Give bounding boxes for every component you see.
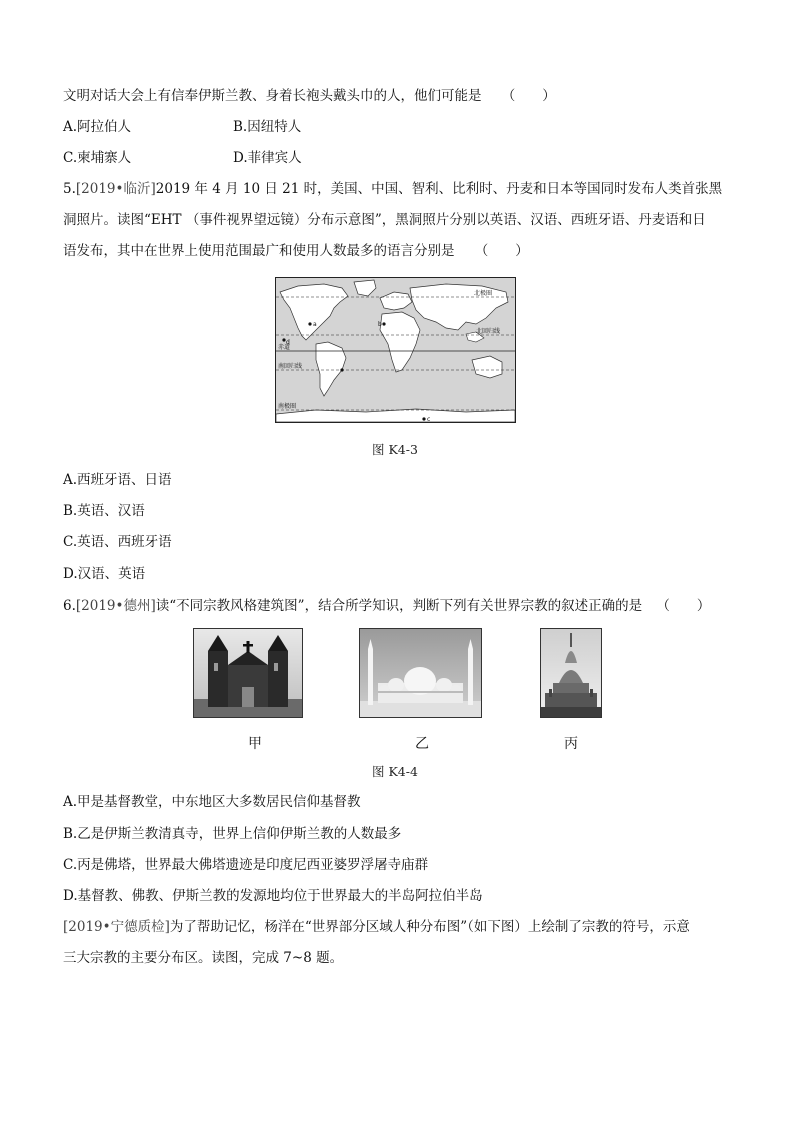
site-a-dot [308,322,311,325]
site-c-dot [422,417,425,420]
world-map-svg [276,278,515,422]
q4-option-c: C.柬埔寨人 [63,150,132,166]
q5-option-c: C.英语、西班牙语 [63,534,172,550]
q78-stem-line-2: 三大宗教的主要分布区。读图，完成 7~8 题。 [63,950,344,966]
site-c-label: c [427,416,431,422]
q4-answer-paren: （ ） [501,88,556,104]
q5-stem-line-3 [63,241,529,261]
q6-stem [63,596,710,616]
figure-k4-4-caption: 图 K4-4 [372,764,418,779]
q4-stem-text: 文明对话大会上有信奉伊斯兰教、身着长袍头戴头巾的人，他们可能是 [63,88,482,104]
q4-option-a: A.阿拉伯人 [63,119,132,135]
q5-option-a: A.西班牙语、日语 [63,472,172,488]
tropic-of-cancer-label: 北回归线 [476,328,501,335]
equator-label: 赤道 [278,344,291,351]
q6-option-c: C.丙是佛塔，世界最大佛塔遗迹是印度尼西亚婆罗浮屠寺庙群 [63,857,429,873]
q5-source: [2019•临沂] [75,181,156,197]
q5-number: 5. [63,181,76,197]
q4-option-b: B.因纽特人 [233,119,302,135]
q78-source: [2019•宁德质检] [63,919,170,935]
q4-stem [63,86,556,106]
q5-answer-paren: （ ） [474,243,529,259]
photo-church [193,628,303,718]
q5-stem-text-1: 2019 年 4 月 10 日 21 时，美国、中国、智利、比利时、丹麦和日本等国同时发布人类首张黑 [155,181,723,197]
tropic-of-capricorn-label: 南回归线 [278,363,303,370]
pagoda-image [541,629,601,717]
site-chile-dot [340,368,343,371]
site-d-label: d [286,339,290,346]
site-b-dot [382,322,385,325]
q78-stem-line-1 [63,917,690,937]
site-b-label: b [378,321,382,328]
q5-option-b: B.英语、汉语 [63,503,145,519]
q5-option-d: D.汉语、英语 [63,566,146,582]
q6-number: 6. [63,598,76,614]
q6-option-d: D.基督教、佛教、伊斯兰教的发源地均位于世界最大的半岛阿拉伯半岛 [63,888,483,904]
q6-source: [2019•德州] [75,598,156,614]
photo-label-yi: 乙 [415,736,429,752]
q5-stem-line-2: 洞照片。读图“EHT （事件视界望远镜）分布示意图”，黑洞照片分别以英语、汉语、西班牙语、丹麦语和日 [63,212,706,228]
photo-mosque [359,628,482,718]
photo-pagoda [540,628,602,718]
q5-stem-line-1 [63,179,722,199]
q6-option-b: B.乙是伊斯兰教清真寺，世界上信仰伊斯兰教的人数最多 [63,826,402,842]
q78-stem-text-1: 为了帮助记忆，杨洋在“世界部分区域人种分布图”（如下图）上绘制了宗教的符号，示意 [169,919,690,935]
photo-label-bing: 丙 [564,736,578,752]
church-image [194,629,302,717]
q6-answer-paren: （ ） [656,598,711,614]
antarctic-circle-label: 南极圈 [278,403,297,410]
q5-stem-text-3: 语发布，其中在世界上使用范围最广和使用人数最多的语言分别是 [63,243,455,259]
mosque-image [360,629,481,717]
q4-option-d: D.菲律宾人 [233,150,302,166]
site-a-label: a [313,321,317,328]
eht-world-map [275,277,516,423]
q6-stem-text: 读“不同宗教风格建筑图”，结合所学知识，判断下列有关世界宗教的叙述正确的是 [155,598,643,614]
q6-option-a: A.甲是基督教堂，中东地区大多数居民信仰基督教 [63,794,361,810]
figure-k4-3-caption: 图 K4-3 [372,442,418,457]
arctic-circle-label: 北极圈 [474,290,493,297]
photo-label-jia: 甲 [248,736,262,752]
